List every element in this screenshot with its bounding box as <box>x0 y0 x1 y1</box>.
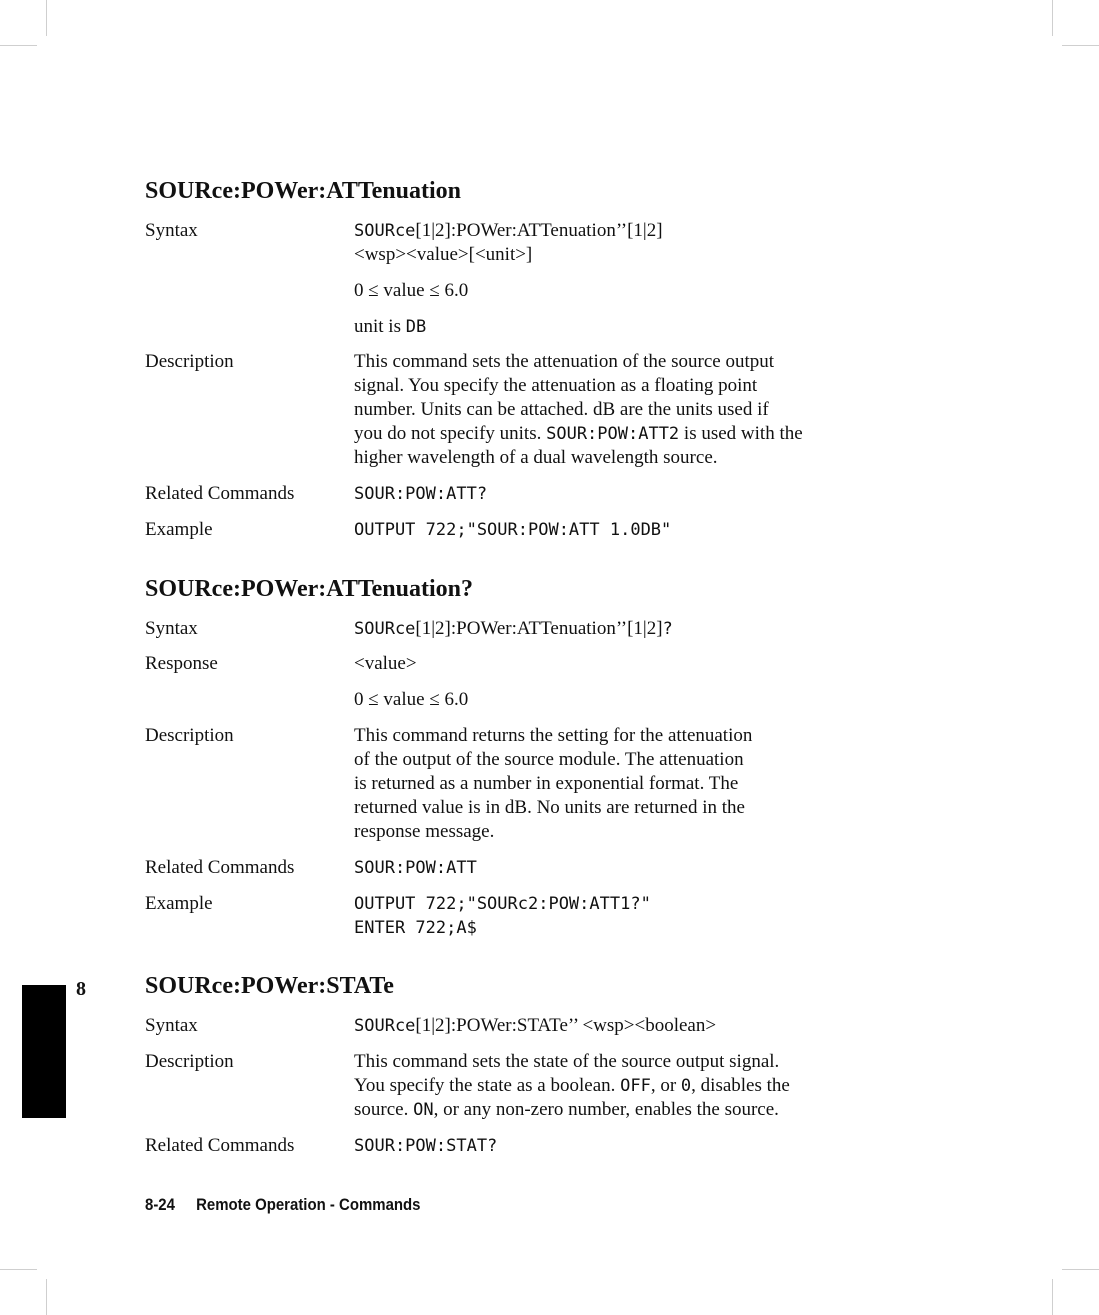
body-text: , or any non-zero number, enables the source. <box>433 1099 779 1120</box>
body-text: This command sets the state of the source output signal. <box>354 1051 780 1072</box>
row-value <box>354 482 487 506</box>
code-text: OUTPUT 722;"SOUR:POW:ATT 1.0DB" <box>354 520 672 540</box>
value-line <box>354 219 663 243</box>
body-text: [1|2]:POWer:ATTenuation’’[1|2] <box>415 220 663 241</box>
code-text: SOUR:POW:ATT <box>354 858 477 878</box>
code-text: SOURce <box>354 1016 416 1036</box>
value-line <box>354 916 651 940</box>
page-number: 8-24 <box>145 1195 175 1214</box>
row-value <box>354 518 671 542</box>
row-label: Example <box>145 519 213 540</box>
value-line <box>354 1074 790 1098</box>
value-line <box>354 279 468 303</box>
row-label: Description <box>145 725 234 746</box>
chapter-tab-block <box>22 985 66 1118</box>
code-text: SOUR:POW:ATT? <box>354 484 488 504</box>
body-text: <wsp><value>[<unit>] <box>354 244 533 265</box>
code-text: ENTER 722;A$ <box>354 918 477 938</box>
value-line <box>354 1014 716 1038</box>
section-title: SOURce:POWer:STATe <box>145 973 394 999</box>
value-line <box>354 856 477 880</box>
body-text: You specify the state as a boolean. <box>354 1075 621 1096</box>
value-line <box>354 796 752 820</box>
row-label: Description <box>145 1051 234 1072</box>
crop-mark <box>46 1279 47 1315</box>
body-text: 0 ≤ value ≤ 6.0 <box>354 280 469 301</box>
value-line <box>354 1098 790 1122</box>
row-label: Example <box>145 893 213 914</box>
body-text: of the output of the source module. The attenuation <box>354 749 744 770</box>
crop-mark <box>0 45 37 46</box>
code-text: ? <box>662 619 673 639</box>
row-value <box>354 1014 716 1038</box>
value-line <box>354 398 803 422</box>
code-text: 0 <box>680 1076 692 1096</box>
body-text: 0 ≤ value ≤ 6.0 <box>354 689 469 710</box>
value-line <box>354 422 803 446</box>
crop-mark <box>1052 0 1053 36</box>
crop-mark <box>1062 45 1099 46</box>
row-value <box>354 219 663 267</box>
body-text: signal. You specify the attenuation as a floating point <box>354 375 758 396</box>
value-line <box>354 243 663 267</box>
value-line <box>354 1050 790 1074</box>
row-label: Related Commands <box>145 483 295 504</box>
code-text: SOUR:POW:STAT? <box>354 1136 498 1156</box>
code-text: OFF <box>620 1076 651 1096</box>
body-text: higher wavelength of a dual wavelength source. <box>354 447 718 468</box>
value-line <box>354 724 752 748</box>
value-line <box>354 482 487 506</box>
value-line <box>354 350 803 374</box>
value-line <box>354 446 803 470</box>
crop-mark <box>1052 1279 1053 1315</box>
crop-mark <box>0 1269 37 1270</box>
row-label: Syntax <box>145 618 198 639</box>
page-footer <box>145 1194 421 1216</box>
body-text: This command returns the setting for the attenuation <box>354 725 753 746</box>
row-value <box>354 617 673 641</box>
code-text: SOURce <box>354 221 416 241</box>
body-text: is used with the <box>679 423 803 444</box>
value-line <box>354 315 426 339</box>
code-text: ON <box>413 1100 434 1120</box>
body-text: This command sets the attenuation of the source output <box>354 351 775 372</box>
row-value <box>354 1134 497 1158</box>
body-text: [1|2]:POWer:ATTenuation’’[1|2] <box>415 618 663 639</box>
code-text: SOURce <box>354 619 416 639</box>
row-value <box>354 1050 790 1122</box>
row-label: Response <box>145 653 218 674</box>
body-text: <value> <box>354 653 417 674</box>
value-line <box>354 374 803 398</box>
body-text: is returned as a number in exponential format. The <box>354 773 739 794</box>
value-line <box>354 820 752 844</box>
chapter-number: 8 <box>76 978 86 1000</box>
row-value <box>354 279 468 303</box>
value-line <box>354 652 417 676</box>
footer-title: Remote Operation - Commands <box>196 1195 421 1214</box>
body-text: you do not specify units. <box>354 423 547 444</box>
row-label: Related Commands <box>145 857 295 878</box>
row-value <box>354 688 468 712</box>
crop-mark <box>1062 1269 1099 1270</box>
body-text: response message. <box>354 821 495 842</box>
body-text: [1|2]:POWer:STATe’’ <wsp><boolean> <box>415 1015 717 1036</box>
row-label: Description <box>145 351 234 372</box>
body-text: , or <box>650 1075 681 1096</box>
crop-mark <box>46 0 47 36</box>
row-value <box>354 350 803 470</box>
section-title: SOURce:POWer:ATTenuation? <box>145 576 473 602</box>
code-text: OUTPUT 722;"SOURc2:POW:ATT1?" <box>354 894 651 914</box>
code-text: DB <box>405 317 427 337</box>
row-label: Syntax <box>145 1015 198 1036</box>
row-value <box>354 892 651 940</box>
body-text: number. Units can be attached. dB are the units used if <box>354 399 769 420</box>
row-value <box>354 315 426 339</box>
row-value <box>354 652 417 676</box>
row-label: Syntax <box>145 220 198 241</box>
value-line <box>354 688 468 712</box>
row-value <box>354 856 477 880</box>
value-line <box>354 617 673 641</box>
body-text: source. <box>354 1099 414 1120</box>
value-line <box>354 748 752 772</box>
value-line <box>354 518 671 542</box>
row-value <box>354 724 752 844</box>
body-text: returned value is in dB. No units are returned in the <box>354 797 745 818</box>
section-title: SOURce:POWer:ATTenuation <box>145 178 461 204</box>
value-line <box>354 892 651 916</box>
body-text: unit is <box>354 316 406 337</box>
value-line <box>354 1134 497 1158</box>
value-line <box>354 772 752 796</box>
code-text: SOUR:POW:ATT2 <box>546 424 680 444</box>
body-text: , disables the <box>691 1075 790 1096</box>
row-label: Related Commands <box>145 1135 295 1156</box>
